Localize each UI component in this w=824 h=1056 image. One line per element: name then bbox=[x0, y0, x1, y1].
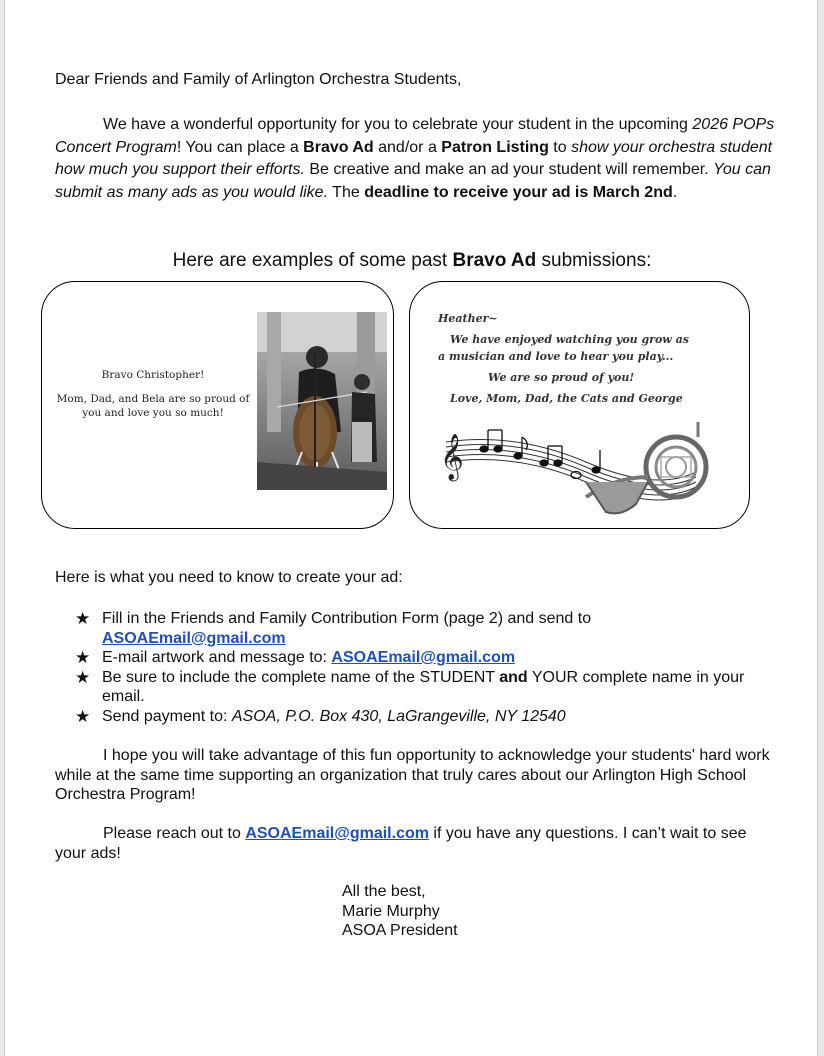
intro-text: and/or a bbox=[373, 138, 442, 156]
intro-text: . bbox=[672, 183, 678, 201]
ad-right-line: We have enjoyed watching you grow as bbox=[450, 333, 689, 346]
intro-text: to bbox=[548, 138, 572, 156]
example-ad-right bbox=[409, 281, 750, 529]
salutation: Dear Friends and Family of Arlington Orchestra Students, bbox=[55, 71, 462, 88]
star-bullet-icon: ★ bbox=[75, 609, 91, 628]
heading-bold: Bravo Ad bbox=[452, 250, 537, 271]
intro-text: We have a wonderful opportunity for you to celebrate your student in the upcoming bbox=[103, 116, 693, 133]
know-heading: Here is what you need to know to create your ad: bbox=[55, 569, 403, 586]
bullet-bold: and bbox=[499, 668, 528, 686]
star-bullet-icon: ★ bbox=[75, 667, 91, 687]
bullet-text: YOUR complete name in your email. bbox=[102, 668, 745, 705]
music-note-icon bbox=[480, 430, 600, 479]
intro-text: Be creative and make an ad your student will remember. bbox=[304, 161, 714, 178]
email-link[interactable]: ASOAEmail@gmail.com bbox=[245, 825, 429, 842]
music-staff-art bbox=[436, 422, 736, 522]
bullet-text: E-mail artwork and message to: bbox=[102, 649, 332, 666]
signoff bbox=[342, 882, 458, 941]
intro-text: ! You can place a bbox=[176, 138, 304, 156]
email-link[interactable]: ASOAEmail@gmail.com bbox=[102, 629, 286, 647]
reach-text: Please reach out to bbox=[103, 825, 246, 842]
ad-left-greeting: Bravo Christopher! bbox=[101, 369, 205, 381]
bullet-text: Be sure to include the complete name of the STUDENT bbox=[102, 668, 500, 686]
closing: All the best, bbox=[342, 883, 426, 900]
list-item bbox=[75, 668, 775, 707]
list-item bbox=[75, 609, 775, 648]
heading-text: submissions: bbox=[536, 250, 652, 271]
ad-right-line: We are so proud of you! bbox=[488, 371, 635, 384]
ad-right-line: Heather~ bbox=[438, 312, 498, 325]
reach-paragraph bbox=[55, 824, 775, 863]
ad-right-line: Love, Mom, Dad, the Cats and George bbox=[450, 392, 683, 405]
ad-right-line: a musician and love to hear you play... bbox=[438, 350, 674, 363]
heading-text: Here are examples of some past bbox=[172, 250, 453, 271]
signer-name: Marie Murphy bbox=[342, 902, 440, 920]
example-ad-left bbox=[41, 281, 394, 529]
program-name: 2026 POPs Concert Program bbox=[55, 116, 775, 156]
examples-heading bbox=[5, 249, 819, 273]
reach-text: if you have any questions. I can’t wait to see your ads! bbox=[55, 825, 747, 862]
bullet-text: Fill in the Friends and Family Contribution Form (page 2) and send to bbox=[102, 610, 592, 627]
signer-title: ASOA President bbox=[342, 922, 458, 939]
patron-listing-term: Patron Listing bbox=[441, 138, 549, 156]
list-item bbox=[75, 648, 775, 668]
list-item bbox=[75, 707, 775, 727]
bravo-ad-term: Bravo Ad bbox=[303, 138, 374, 156]
star-bullet-icon: ★ bbox=[75, 706, 91, 726]
support-phrase: show your orchestra student how much you support their efforts. bbox=[55, 138, 773, 178]
ad-right-text bbox=[438, 311, 738, 412]
intro-text: The bbox=[328, 183, 365, 201]
bullet-text: Send payment to: bbox=[102, 707, 232, 725]
cellist-photo bbox=[257, 312, 387, 490]
ad-left-message: Mom, Dad, and Bela are so proud of you and love you so much! bbox=[56, 393, 250, 419]
intro-paragraph bbox=[55, 114, 775, 204]
email-link[interactable]: ASOAEmail@gmail.com bbox=[331, 649, 516, 666]
star-bullet-icon: ★ bbox=[75, 648, 91, 667]
ad-left-text bbox=[52, 368, 254, 420]
hope-paragraph bbox=[55, 746, 775, 805]
letter-page bbox=[4, 0, 818, 1056]
treble-clef-icon: 𝄞 bbox=[440, 434, 464, 480]
deadline: deadline to receive your ad is March 2nd bbox=[364, 183, 673, 201]
instruction-list bbox=[75, 609, 775, 726]
submit-many-phrase: You can submit as many ads as you would like. bbox=[55, 161, 771, 201]
mailing-address: ASOA, P.O. Box 430, LaGrangeville, NY 12540 bbox=[231, 707, 566, 725]
hope-text: I hope you will take advantage of this fun opportunity to acknowledge your students' hard work while at the same time supporting an organization that truly cares about our Arlington High School Orchestra Program! bbox=[55, 747, 770, 803]
